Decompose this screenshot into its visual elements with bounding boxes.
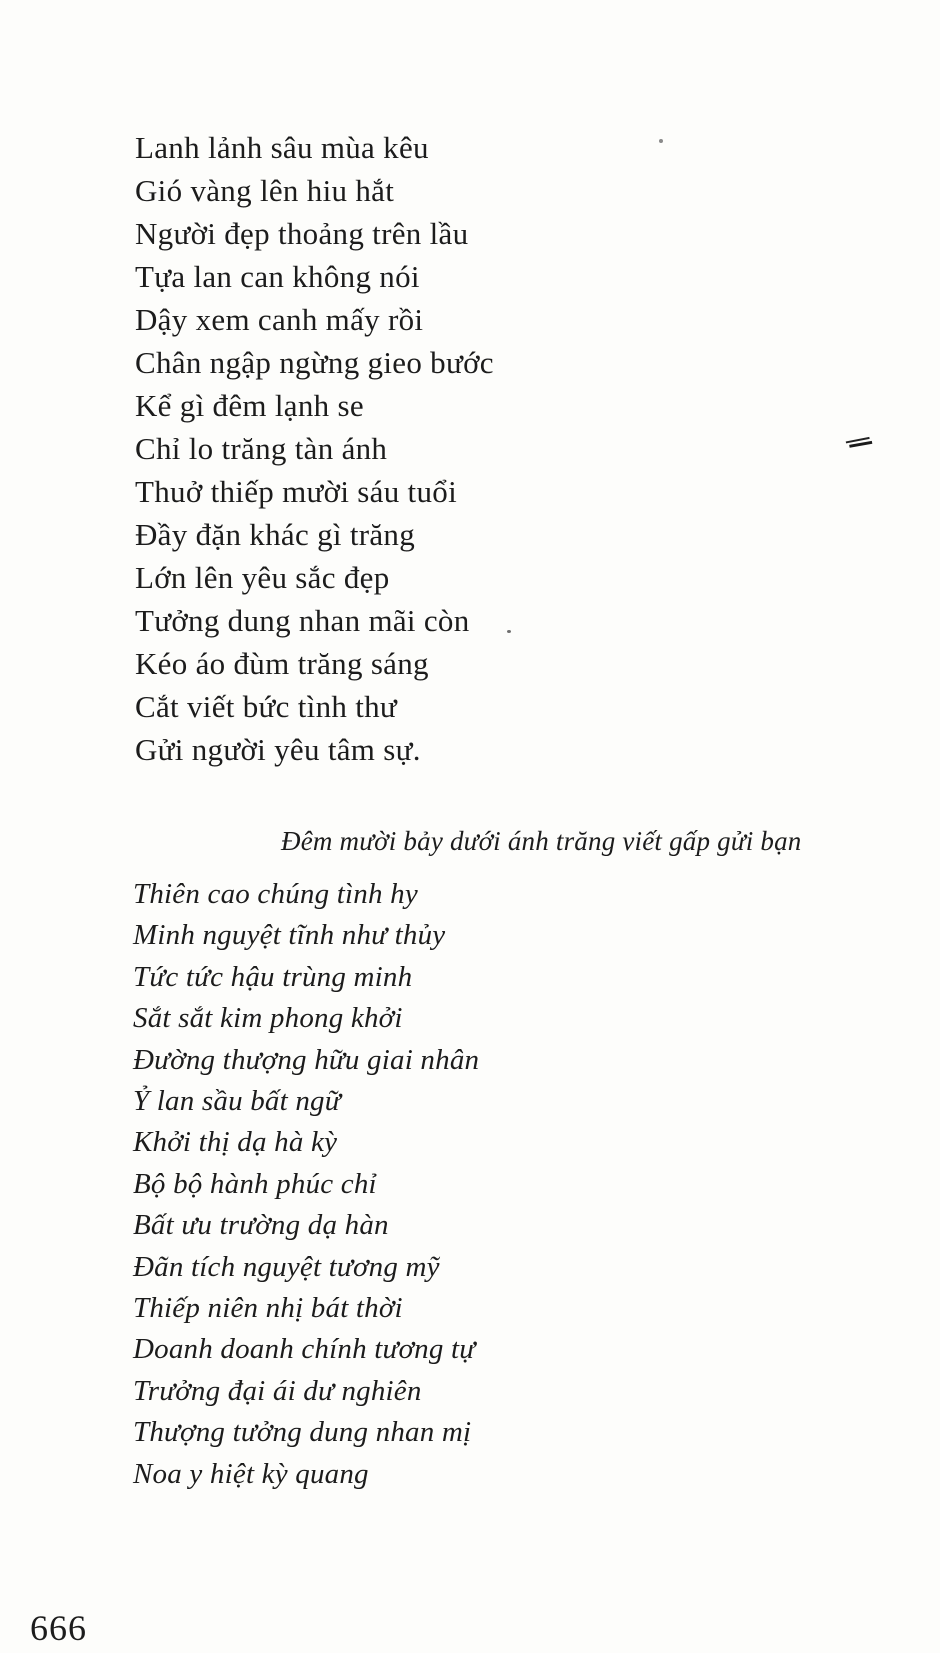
poem-line: Tức tức hậu trùng minh — [133, 960, 413, 993]
poem-line: Tựa lan can không nói — [135, 259, 420, 294]
poem-line: Doanh doanh chính tương tự — [133, 1333, 476, 1366]
poem-line: Lớn lên yêu sắc đẹp — [135, 560, 390, 595]
poem-line: Tưởng dung nhan mãi còn — [135, 603, 470, 638]
poem-line: Thiên cao chúng tình hy — [133, 878, 418, 910]
poem-line: Gửi người yêu tâm sự. — [135, 732, 421, 767]
poem-line: Dậy xem canh mấy rồi — [135, 302, 424, 337]
poem-translation — [135, 126, 494, 771]
poem-line: Noa y hiệt kỳ quang — [133, 1457, 369, 1490]
poem-line: Ỷ lan sầu bất ngữ — [133, 1085, 341, 1118]
poem-line: Bộ bộ hành phúc chỉ — [133, 1167, 377, 1200]
stray-pen-mark — [846, 436, 873, 448]
poem-line: Bất ưu trường dạ hàn — [133, 1209, 389, 1242]
poem-attribution: Đêm mười bảy dưới ánh trăng viết gấp gửi bạn — [281, 826, 802, 856]
poem-line: Kể gì đêm lạnh se — [135, 388, 364, 423]
poem-transliteration — [133, 874, 479, 1495]
poem-line: Gió vàng lên hiu hắt — [135, 173, 395, 208]
poem-line: Đường thượng hữu giai nhân — [133, 1043, 480, 1076]
page-number: 666 — [30, 1608, 87, 1648]
poem-line: Đãn tích nguyệt tương mỹ — [133, 1250, 440, 1283]
poem-line: Kéo áo đùm trăng sáng — [135, 646, 429, 681]
poem-line: Chỉ lo trăng tàn ánh — [135, 431, 388, 466]
poem-line: Thượng tưởng dung nhan mị — [133, 1416, 472, 1449]
poem-line: Sắt sắt kim phong khởi — [133, 1002, 403, 1035]
poem-line: Người đẹp thoảng trên lầu — [135, 216, 469, 251]
poem-line: Trưởng đại ái dư nghiên — [133, 1374, 422, 1407]
poem-line: Đầy đặn khác gì trăng — [135, 517, 416, 552]
poem-line: Thiếp niên nhị bát thời — [133, 1292, 403, 1325]
poem-line: Khởi thị dạ hà kỳ — [133, 1126, 338, 1159]
poem-line: Thuở thiếp mười sáu tuổi — [135, 474, 457, 509]
poem-line: Cắt viết bức tình thư — [135, 689, 398, 724]
poem-line: Minh nguyệt tĩnh như thủy — [133, 919, 446, 952]
poem-line: Lanh lảnh sâu mùa kêu — [135, 130, 429, 165]
scan-speck — [507, 630, 511, 633]
scan-speck — [659, 139, 663, 143]
poem-line: Chân ngập ngừng gieo bước — [135, 345, 494, 380]
